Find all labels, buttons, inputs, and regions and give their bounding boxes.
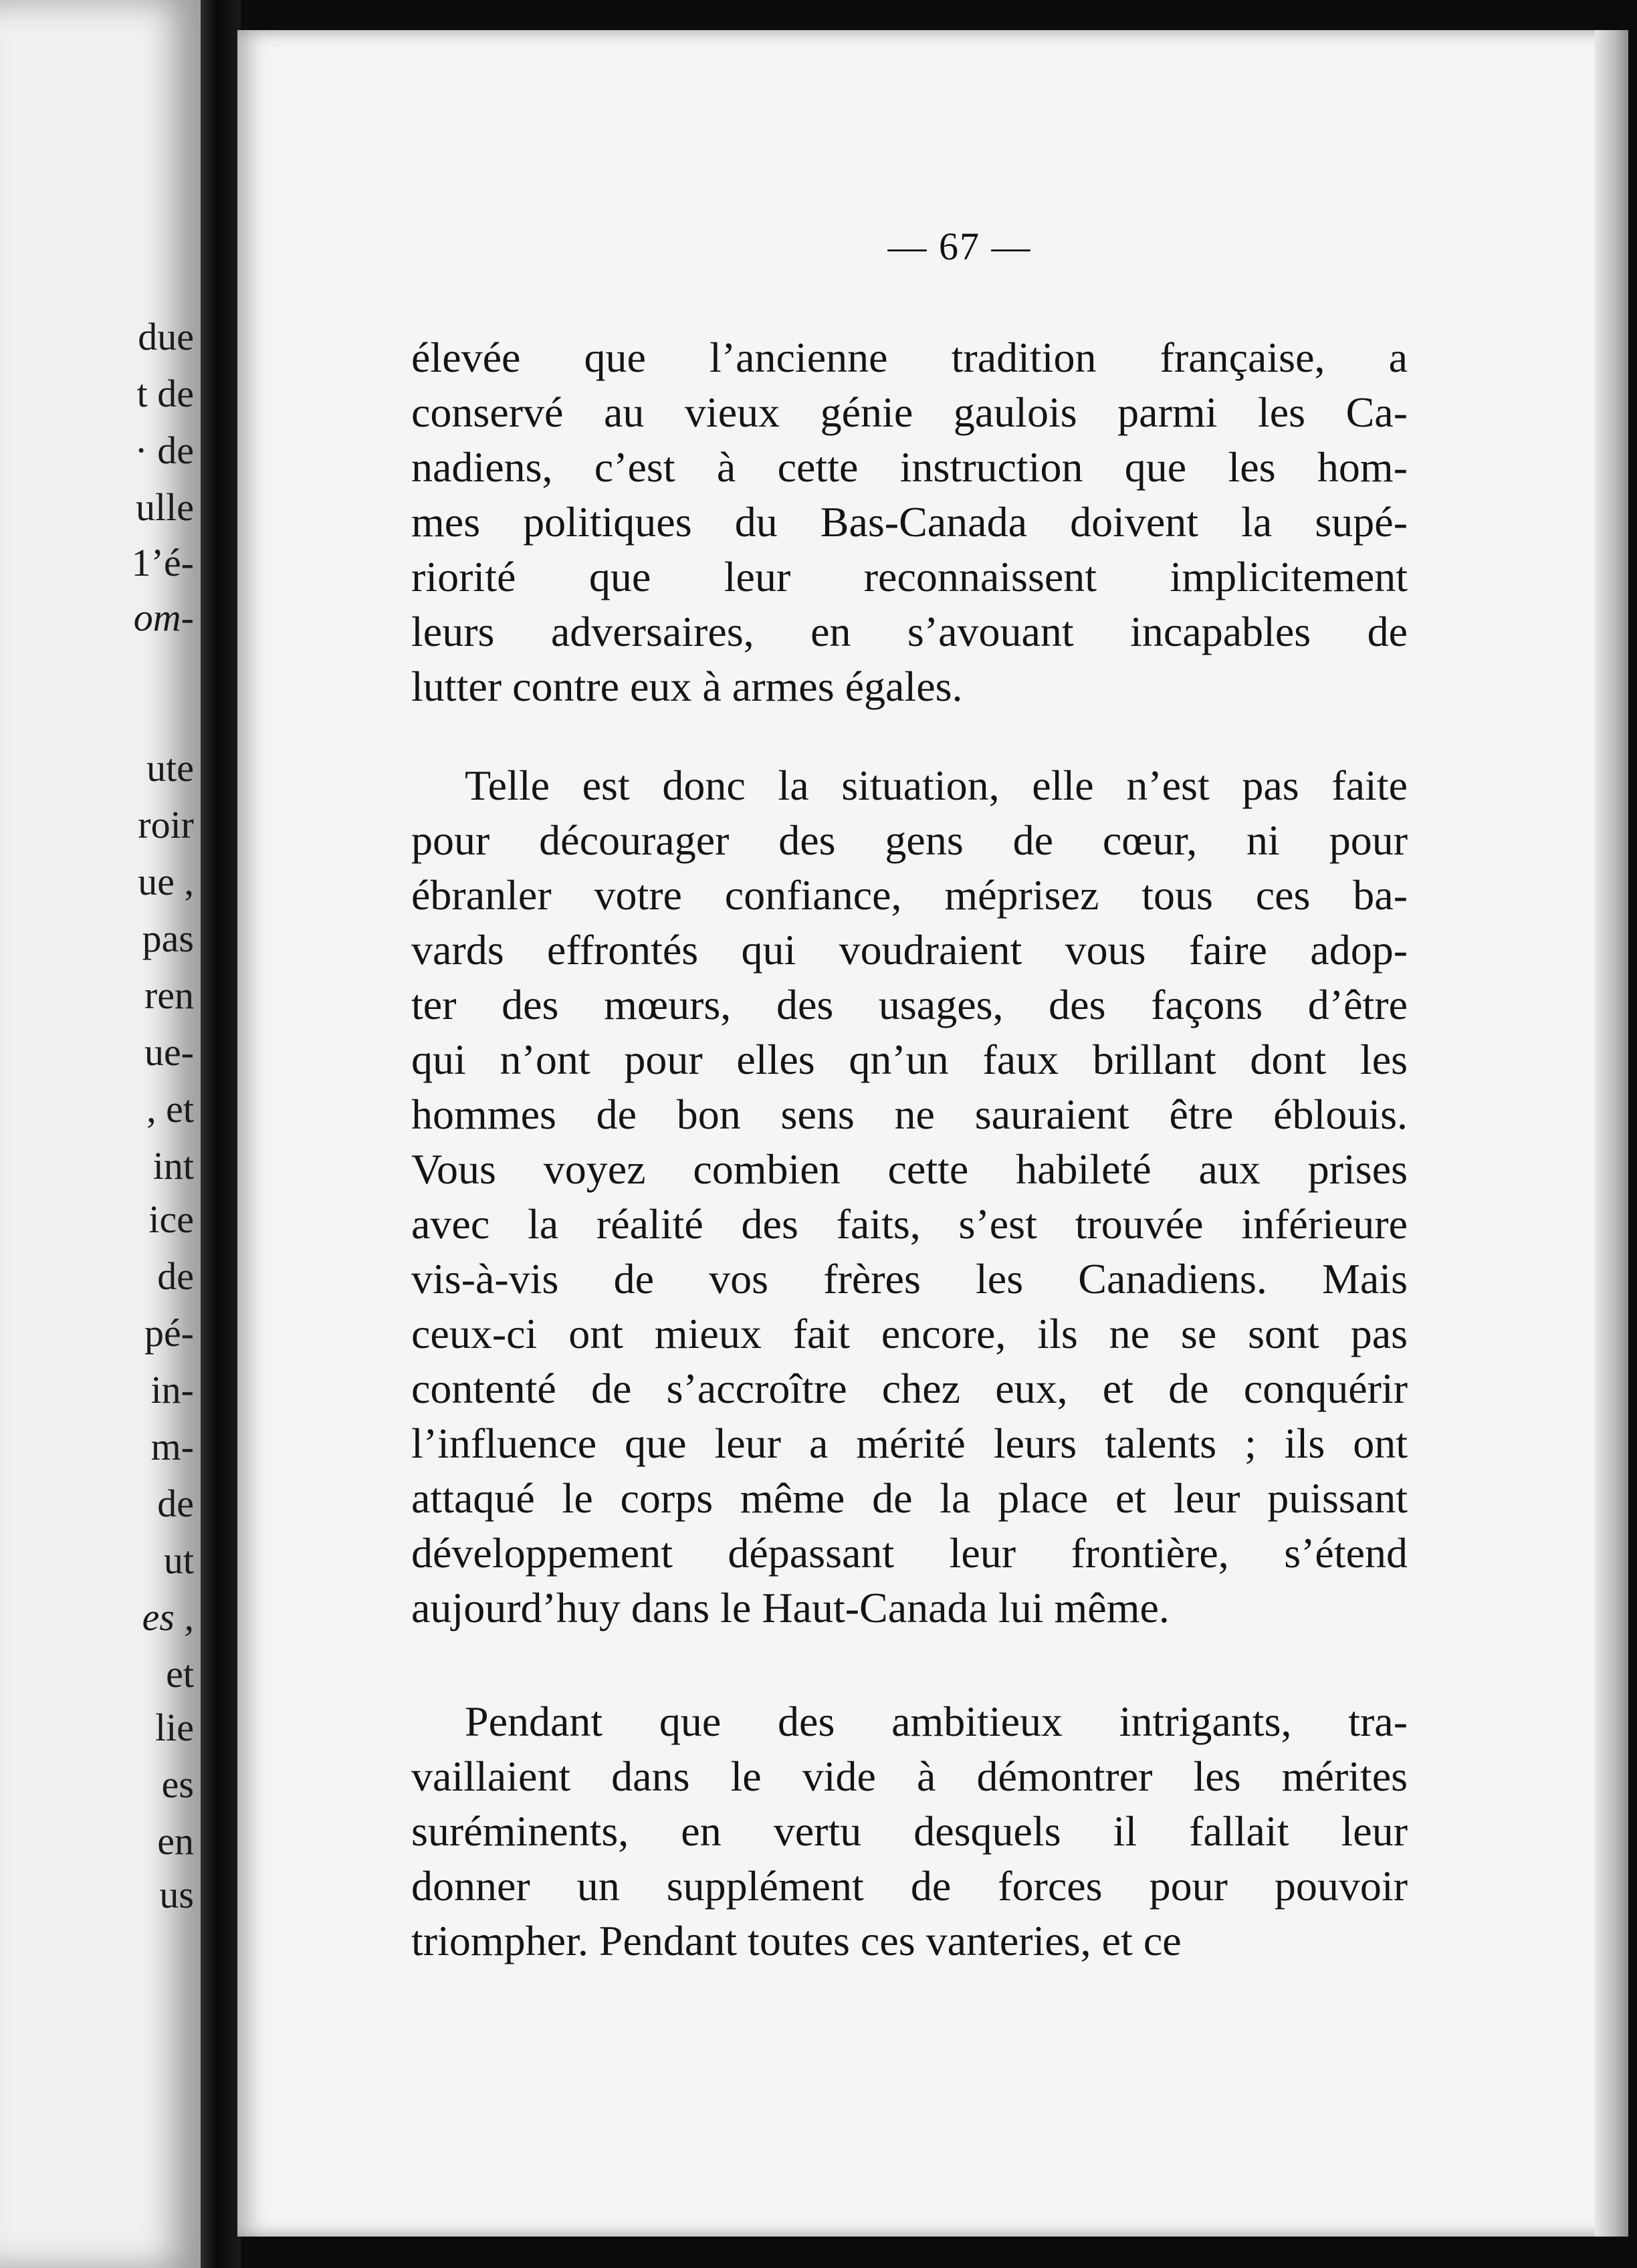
text-line: aujourd’huy dans le Haut-Canada lui même. — [411, 1584, 1170, 1631]
left-page-line-fragment: due — [138, 315, 194, 358]
left-page-line-fragment: et — [166, 1652, 194, 1696]
facing-page-left — [0, 0, 201, 2268]
text-line: vards effrontés qui voudraient vous faire adop- — [411, 926, 1408, 974]
text-line: Pendant que des ambitieux intrigants, tra- — [465, 1698, 1408, 1745]
text-line: l’influence que leur a mérité leurs talents ; ils ont — [411, 1420, 1408, 1467]
left-page-line-fragment: om- — [133, 596, 194, 639]
left-page-line-fragment: ren — [144, 974, 194, 1017]
text-line: avec la réalité des faits, s’est trouvée inférieure — [411, 1200, 1408, 1248]
text-line: nadiens, c’est à cette instruction que les hom- — [411, 443, 1408, 491]
text-line: Telle est donc la situation, elle n’est pas faite — [465, 762, 1408, 809]
left-page-line-fragment: t de — [136, 372, 194, 415]
text-line: élevée que l’ancienne tradition française, a — [411, 334, 1408, 381]
left-page-line-fragment: de — [157, 1482, 194, 1525]
text-line: hommes de bon sens ne sauraient être éblouis. — [411, 1091, 1408, 1138]
left-page-line-fragment: en — [157, 1819, 194, 1863]
left-page-line-fragment: ute — [146, 746, 194, 790]
book-gutter — [201, 0, 241, 2268]
left-page-line-fragment: ice — [148, 1198, 194, 1241]
page-number: — 67 — — [887, 225, 1032, 268]
page-67 — [237, 30, 1628, 2237]
left-page-line-fragment: lie — [155, 1706, 194, 1749]
left-page-line-fragment: de — [157, 1254, 194, 1298]
text-line: attaqué le corps même de la place et leur puissant — [411, 1474, 1408, 1522]
text-line: qui n’ont pour elles qn’un faux brillant dont les — [411, 1036, 1408, 1083]
text-line: riorité que leur reconnaissent implicitement — [411, 553, 1408, 600]
text-line: développement dépassant leur frontière, s’étend — [411, 1529, 1408, 1577]
text-line: leurs adversaires, en s’avouant incapables de — [411, 608, 1408, 655]
left-page-line-fragment: es , — [142, 1595, 194, 1639]
left-page-line-fragment: pé- — [144, 1311, 194, 1355]
left-page-line-fragment: ue , — [138, 860, 194, 903]
text-line: triompher. Pendant toutes ces vanteries, et ce — [411, 1917, 1182, 1964]
left-page-line-fragment: ulle — [136, 485, 194, 529]
left-page-line-fragment: roir — [138, 803, 194, 846]
left-page-line-fragment: m- — [150, 1425, 194, 1468]
left-page-line-fragment: · de — [134, 429, 194, 472]
text-line: ceux-ci ont mieux fait encore, ils ne se sont pas — [411, 1310, 1408, 1357]
text-line: Vous voyez combien cette habileté aux prises — [411, 1145, 1408, 1193]
text-line: ter des mœurs, des usages, des façons d’être — [411, 981, 1408, 1028]
left-page-line-fragment: int — [152, 1144, 194, 1187]
text-line: vaillaient dans le vide à démontrer les mérites — [411, 1752, 1408, 1800]
text-line: ébranler votre confiance, méprisez tous ces ba- — [411, 871, 1408, 919]
text-line: mes politiques du Bas-Canada doivent la supé- — [411, 498, 1408, 546]
text-line: pour décourager des gens de cœur, ni pour — [411, 816, 1408, 864]
page-edges — [1595, 30, 1628, 2237]
text-line: suréminents, en vertu desquels il fallait leur — [411, 1807, 1408, 1855]
text-line: contenté de s’accroître chez eux, et de conquérir — [411, 1365, 1408, 1412]
left-page-line-fragment: es — [161, 1763, 194, 1806]
left-page-line-fragment: ut — [163, 1539, 194, 1582]
text-line: lutter contre eux à armes égales. — [411, 663, 963, 710]
text-line: donner un supplément de forces pour pouvoir — [411, 1862, 1408, 1910]
left-page-line-fragment: , et — [146, 1087, 194, 1131]
text-line: conservé au vieux génie gaulois parmi les Ca- — [411, 388, 1408, 436]
text-line: vis-à-vis de vos frères les Canadiens. Mais — [411, 1255, 1408, 1302]
left-page-line-fragment: in- — [150, 1368, 194, 1411]
left-page-line-fragment: 1’é- — [131, 541, 194, 584]
left-page-line-fragment: ue- — [144, 1030, 194, 1074]
left-page-line-fragment: pas — [142, 917, 194, 960]
left-page-line-fragment: us — [159, 1873, 194, 1916]
